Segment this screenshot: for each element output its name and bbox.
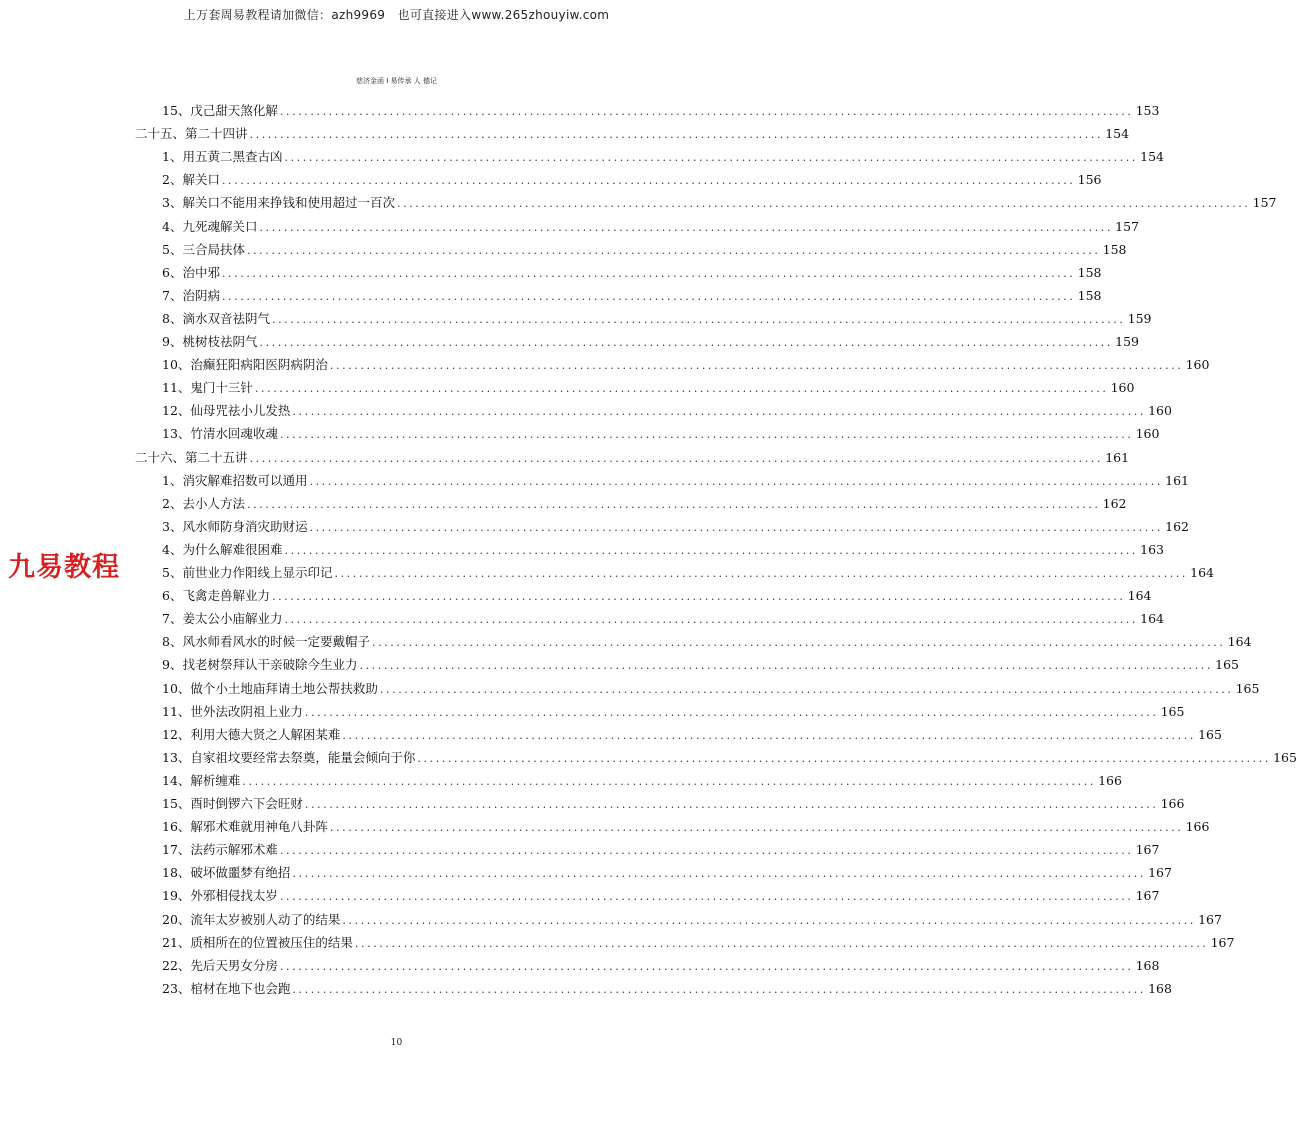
toc-leader-dots: ............................................................................................................................................ (292, 867, 1146, 881)
toc-section-row (162, 631, 1252, 653)
toc-entry-page: 159 (1127, 310, 1152, 326)
toc-entry-page: 160 (1148, 403, 1172, 419)
toc-entry-title: 2、解关口 (162, 172, 220, 188)
toc-entry-title: 3、解关口不能用来挣钱和使用超过一百次 (162, 195, 395, 211)
toc-section-row (162, 562, 1214, 584)
toc-leader-dots: ............................................................................................................................................ (309, 520, 1163, 534)
toc-entry-title: 二十六、第二十五讲 (135, 449, 248, 465)
toc-entry-title: 15、酉时倒锣六下会旺财 (162, 796, 303, 811)
toc-section-row (162, 539, 1164, 561)
toc-entry-title: 22、先后天男女分房 (162, 957, 278, 973)
toc-leader-dots: ............................................................................................................................................ (279, 105, 1134, 118)
toc-leader-dots: ............................................................................................................................................ (292, 982, 1146, 996)
toc-entry-page: 154 (1105, 126, 1130, 142)
toc-entry-title: 13、自家祖坟要经常去祭奠，能量会倾向于你 (162, 749, 416, 765)
toc-entry-page: 167 (1135, 842, 1160, 858)
toc-leader-dots: ............................................................................................................................................ (342, 913, 1196, 927)
toc-entry-title: 7、姜太公小庙解业力 (162, 611, 283, 627)
toc-leader-dots: ............................................................................................................................................ (284, 543, 1138, 557)
toc-section-row (162, 909, 1222, 931)
toc-leader-dots: ............................................................................................................................................ (284, 151, 1138, 165)
toc-entry-title: 19、外邪相侵找太岁 (162, 888, 278, 904)
toc-entry-page: 156 (1077, 172, 1102, 188)
toc-section-row (162, 932, 1235, 954)
toc-leader-dots: ............................................................................................................................................ (221, 174, 1076, 188)
toc-leader-dots: ............................................................................................................................................ (304, 798, 1159, 811)
toc-section-row (162, 770, 1122, 792)
toc-section-row (162, 839, 1160, 861)
toc-entry-page: 157 (1115, 218, 1139, 234)
watermark-logo: 九易教程 (8, 552, 120, 583)
toc-leader-dots: ............................................................................................................................................ (259, 220, 1113, 234)
toc-section-row (162, 978, 1172, 1000)
toc-section-row (162, 308, 1152, 330)
toc-entry-page: 163 (1140, 541, 1164, 557)
toc-entry-page: 158 (1102, 241, 1127, 257)
toc-leader-dots: ............................................................................................................................................ (329, 359, 1184, 373)
toc-leader-dots: ............................................................................................................................................ (221, 266, 1076, 280)
toc-leader-dots: ............................................................................................................................................ (371, 636, 1226, 650)
toc-entry-page: 154 (1140, 149, 1164, 165)
toc-entry-title: 17、法药示解邪术难 (162, 842, 278, 858)
toc-leader-dots: ............................................................................................................................................ (242, 774, 1096, 788)
toc-leader-dots: ............................................................................................................................................ (309, 474, 1163, 488)
toc-leader-dots: ............................................................................................................................................ (221, 289, 1076, 303)
toc-entry-page: 160 (1110, 380, 1135, 396)
toc-section-row (162, 516, 1189, 538)
toc-entry-page: 168 (1148, 980, 1172, 996)
toc-entry-page: 153 (1135, 103, 1160, 118)
toc-entry-title: 9、找老树祭拜认干亲破除今生业力 (162, 657, 358, 673)
toc-entry-page: 160 (1135, 426, 1160, 442)
toc-entry-page: 164 (1227, 634, 1252, 650)
toc-entry-page: 159 (1115, 334, 1139, 349)
running-head: 慈济金函 I 易传承 人 德记 (356, 77, 437, 85)
toc-entry-page: 162 (1102, 495, 1127, 511)
toc-entry-title: 11、鬼门十三针 (162, 380, 253, 396)
toc-section-row (162, 493, 1127, 515)
toc-section-row (162, 146, 1164, 168)
toc-leader-dots: ............................................................................................................................................ (279, 428, 1134, 442)
toc-section-row (162, 724, 1222, 746)
toc-section-row (162, 585, 1152, 607)
toc-section-row (162, 285, 1102, 307)
toc-leader-dots: ............................................................................................................................................ (271, 590, 1126, 604)
toc-section-row (162, 747, 1297, 769)
toc-leader-dots: ............................................................................................................................................ (246, 243, 1101, 257)
toc-entry-page: 157 (1252, 195, 1277, 211)
toc-entry-page: 167 (1148, 865, 1172, 881)
toc-section-row (162, 793, 1185, 815)
toc-entry-title: 6、飞禽走兽解业力 (162, 588, 270, 604)
toc-entry-title: 4、九死魂解关口 (162, 218, 258, 234)
toc-section-row (162, 816, 1210, 838)
toc-section-row (162, 216, 1139, 238)
toc-entry-page: 166 (1160, 796, 1185, 811)
toc-leader-dots: ............................................................................................................................................ (271, 312, 1126, 326)
toc-entry-title: 二十五、第二十四讲 (135, 126, 248, 142)
toc-entry-page: 166 (1098, 772, 1122, 788)
toc-section-row (162, 400, 1172, 422)
toc-section-row (162, 169, 1102, 191)
toc-section-row (162, 885, 1160, 907)
toc-section-row (162, 678, 1260, 700)
toc-section-row (162, 239, 1127, 261)
toc-leader-dots: ............................................................................................................................................ (342, 728, 1196, 742)
toc-leader-dots: ............................................................................................................................................ (249, 128, 1104, 142)
toc-leader-dots: ............................................................................................................................................ (359, 659, 1213, 673)
toc-leader-dots: ............................................................................................................................................ (279, 890, 1134, 904)
toc-section-row (162, 654, 1239, 676)
toc-leader-dots: ............................................................................................................................................ (417, 751, 1271, 765)
toc-entry-title: 18、破坏做噩梦有绝招 (162, 865, 291, 881)
toc-leader-dots: ............................................................................................................................................ (396, 197, 1251, 211)
toc-entry-title: 6、治中邪 (162, 264, 220, 280)
toc-leader-dots: ............................................................................................................................................ (249, 451, 1104, 465)
toc-entry-title: 14、解析缠难 (162, 772, 241, 788)
toc-chapter-row (135, 123, 1130, 145)
toc-entry-page: 165 (1198, 726, 1222, 742)
toc-section-row (162, 377, 1135, 399)
toc-section-row (162, 955, 1160, 977)
toc-entry-page: 162 (1165, 518, 1189, 534)
toc-section-row (162, 262, 1102, 284)
toc-entry-title: 10、做个小土地庙拜请土地公帮扶救助 (162, 680, 378, 696)
toc-entry-page: 164 (1140, 611, 1164, 627)
toc-entry-title: 15、戊己甜天煞化解 (162, 103, 278, 118)
toc-entry-page: 164 (1190, 565, 1214, 580)
toc-entry-title: 7、治阴病 (162, 287, 220, 303)
toc-entry-page: 165 (1273, 749, 1297, 765)
toc-entry-page: 165 (1215, 657, 1239, 673)
toc-section-row (162, 192, 1277, 214)
toc-leader-dots: ............................................................................................................................................ (259, 336, 1113, 349)
toc-entry-page: 165 (1235, 680, 1260, 696)
toc-entry-page: 167 (1135, 888, 1160, 904)
toc-entry-title: 23、棺材在地下也会跑 (162, 980, 291, 996)
toc-section-row (162, 701, 1185, 723)
toc-entry-page: 160 (1185, 357, 1210, 373)
toc-leader-dots: ............................................................................................................................................ (279, 959, 1134, 973)
toc-section-row (162, 100, 1160, 122)
toc-leader-dots: ............................................................................................................................................ (354, 936, 1209, 950)
toc-entry-title: 20、流年太岁被别人动了的结果 (162, 911, 341, 927)
toc-leader-dots: ............................................................................................................................................ (284, 613, 1138, 627)
toc-section-row (162, 608, 1164, 630)
toc-leader-dots: ............................................................................................................................................ (304, 705, 1159, 719)
toc-chapter-row (135, 447, 1130, 469)
toc-section-row (162, 862, 1172, 884)
toc-section-row (162, 354, 1210, 376)
toc-entry-page: 161 (1165, 472, 1189, 488)
toc-section-row (162, 470, 1189, 492)
toc-entry-page: 158 (1077, 264, 1102, 280)
toc-leader-dots: ............................................................................................................................................ (279, 844, 1134, 858)
toc-entry-page: 158 (1077, 287, 1102, 303)
toc-entry-page: 161 (1105, 449, 1130, 465)
toc-leader-dots: ............................................................................................................................................ (254, 382, 1109, 396)
toc-entry-title: 1、消灾解难招数可以通用 (162, 472, 308, 488)
toc-entry-title: 8、风水师看风水的时候一定要戴帽子 (162, 634, 370, 650)
toc-entry-title: 5、三合局扶体 (162, 241, 245, 257)
toc-leader-dots: ............................................................................................................................................ (334, 567, 1188, 580)
toc-leader-dots: ............................................................................................................................................ (379, 682, 1234, 696)
toc-entry-title: 16、解邪术难就用神龟八卦阵 (162, 819, 328, 835)
toc-entry-title: 13、竹清水回魂收魂 (162, 426, 278, 442)
toc-entry-title: 8、滴水双音祛阴气 (162, 310, 270, 326)
top-promo-note: 上万套周易教程请加微信：azh9969 也可直接进入www.265zhouyiw.com (183, 8, 610, 22)
toc-leader-dots: ............................................................................................................................................ (246, 497, 1101, 511)
toc-entry-title: 10、治癫狂阳病阳医阴病阴治 (162, 357, 328, 373)
toc-entry-title: 12、仙母咒祛小儿发热 (162, 403, 291, 419)
toc-entry-page: 165 (1160, 703, 1185, 719)
toc-entry-title: 2、去小人方法 (162, 495, 245, 511)
toc-section-row (162, 423, 1160, 445)
toc-entry-page: 167 (1210, 934, 1235, 950)
toc-entry-page: 164 (1127, 588, 1152, 604)
toc-entry-title: 12、利用大德大贤之人解困某难 (162, 726, 341, 742)
toc-entry-title: 1、用五黄二黑查古凶 (162, 149, 283, 165)
page-number: 10 (390, 1038, 403, 1048)
toc-entry-title: 9、桃树枝祛阴气 (162, 334, 258, 349)
toc-entry-title: 21、质相所在的位置被压住的结果 (162, 934, 353, 950)
toc-section-row (162, 331, 1139, 353)
toc-entry-page: 166 (1185, 819, 1210, 835)
toc-entry-title: 4、为什么解难很困难 (162, 541, 283, 557)
toc-entry-title: 11、世外法改阴祖上业力 (162, 703, 303, 719)
toc-entry-page: 167 (1198, 911, 1222, 927)
toc-entry-page: 168 (1135, 957, 1160, 973)
toc-entry-title: 5、前世业力作阳线上显示印记 (162, 565, 333, 580)
toc-leader-dots: ............................................................................................................................................ (329, 821, 1184, 835)
toc-leader-dots: ............................................................................................................................................ (292, 405, 1146, 419)
toc-entry-title: 3、风水师防身消灾助财运 (162, 518, 308, 534)
